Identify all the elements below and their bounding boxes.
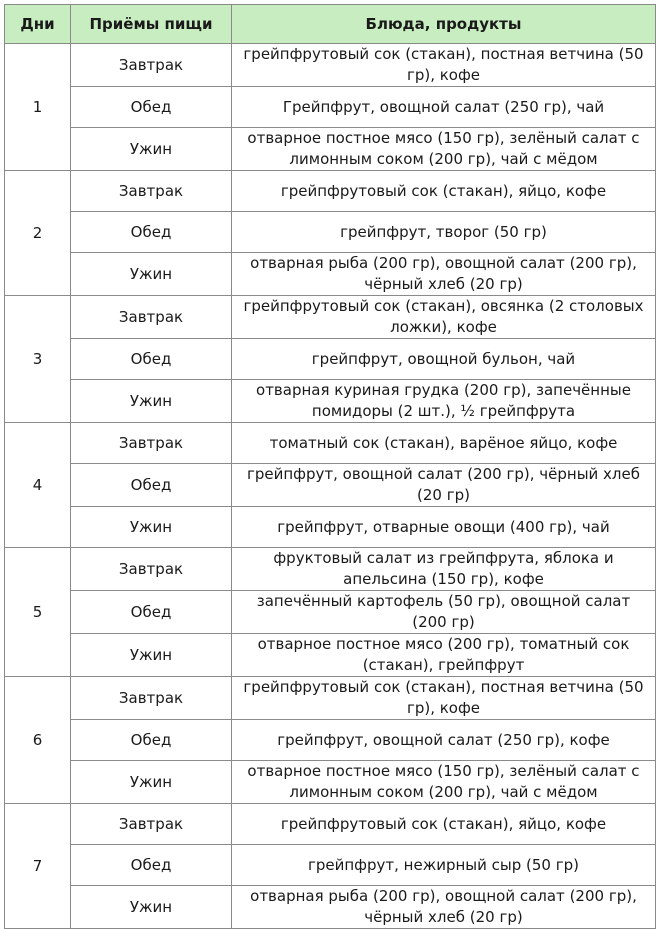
day-number: 3	[5, 296, 71, 423]
meal-name: Обед	[71, 212, 232, 253]
table-row	[5, 677, 656, 720]
meal-name: Завтрак	[71, 44, 232, 87]
column-header-dishes: Блюда, продукты	[232, 5, 656, 44]
table-row	[5, 845, 656, 886]
meal-name: Обед	[71, 339, 232, 380]
meal-food: отварная рыба (200 гр), овощной салат (200 гр), чёрный хлеб (20 гр)	[232, 253, 656, 296]
meal-food: фруктовый салат из грейпфрута, яблока и апельсина (150 гр), кофе	[232, 548, 656, 591]
meal-food: грейпфрут, творог (50 гр)	[232, 212, 656, 253]
day-number: 6	[5, 677, 71, 804]
meal-name: Обед	[71, 464, 232, 507]
meal-name: Завтрак	[71, 548, 232, 591]
table-row	[5, 253, 656, 296]
meal-name: Ужин	[71, 128, 232, 171]
meal-food: отварное постное мясо (150 гр), зелёный салат с лимонным соком (200 гр), чай с мёдом	[232, 761, 656, 804]
column-header-meals: Приёмы пищи	[71, 5, 232, 44]
day-number: 5	[5, 548, 71, 677]
meal-name: Ужин	[71, 761, 232, 804]
meal-name: Обед	[71, 845, 232, 886]
table-row	[5, 591, 656, 634]
meal-food: томатный сок (стакан), варёное яйцо, кофе	[232, 423, 656, 464]
meal-food: грейпфрут, овощной бульон, чай	[232, 339, 656, 380]
day-number: 7	[5, 804, 71, 929]
meal-food: отварное постное мясо (200 гр), томатный сок (стакан), грейпфрут	[232, 634, 656, 677]
table-row	[5, 548, 656, 591]
meal-name: Ужин	[71, 253, 232, 296]
meal-name: Ужин	[71, 886, 232, 929]
table-row	[5, 171, 656, 212]
table-row	[5, 720, 656, 761]
meal-name: Завтрак	[71, 423, 232, 464]
meal-name: Завтрак	[71, 171, 232, 212]
meal-name: Ужин	[71, 380, 232, 423]
meal-food: грейпфрут, отварные овощи (400 гр), чай	[232, 507, 656, 548]
diet-table	[4, 4, 656, 929]
table-row	[5, 87, 656, 128]
table-row	[5, 380, 656, 423]
table-row	[5, 804, 656, 845]
day-number: 1	[5, 44, 71, 171]
meal-food: отварное постное мясо (150 гр), зелёный салат с лимонным соком (200 гр), чай с мёдом	[232, 128, 656, 171]
table-row	[5, 423, 656, 464]
table-header-row	[5, 5, 656, 44]
meal-name: Завтрак	[71, 804, 232, 845]
meal-food: грейпфрутовый сок (стакан), постная ветчина (50 гр), кофе	[232, 677, 656, 720]
meal-food: запечённый картофель (50 гр), овощной салат (200 гр)	[232, 591, 656, 634]
meal-food: грейпфрутовый сок (стакан), постная ветчина (50 гр), кофе	[232, 44, 656, 87]
meal-food: грейпфрутовый сок (стакан), яйцо, кофе	[232, 171, 656, 212]
meal-food: отварная куриная грудка (200 гр), запечённые помидоры (2 шт.), ½ грейпфрута	[232, 380, 656, 423]
meal-food: грейпфрут, овощной салат (200 гр), чёрный хлеб (20 гр)	[232, 464, 656, 507]
table-row	[5, 296, 656, 339]
meal-name: Обед	[71, 720, 232, 761]
meal-food: грейпфрут, нежирный сыр (50 гр)	[232, 845, 656, 886]
meal-food: грейпфрутовый сок (стакан), яйцо, кофе	[232, 804, 656, 845]
table-row	[5, 464, 656, 507]
meal-food: грейпфрутовый сок (стакан), овсянка (2 столовых ложки), кофе	[232, 296, 656, 339]
meal-food: Грейпфрут, овощной салат (250 гр), чай	[232, 87, 656, 128]
column-header-days: Дни	[5, 5, 71, 44]
table-row	[5, 339, 656, 380]
meal-name: Ужин	[71, 634, 232, 677]
table-row	[5, 44, 656, 87]
table-row	[5, 886, 656, 929]
table-row	[5, 128, 656, 171]
table-row	[5, 634, 656, 677]
meal-name: Завтрак	[71, 296, 232, 339]
day-number: 4	[5, 423, 71, 548]
day-number: 2	[5, 171, 71, 296]
table-row	[5, 212, 656, 253]
meal-name: Завтрак	[71, 677, 232, 720]
meal-name: Обед	[71, 87, 232, 128]
meal-name: Ужин	[71, 507, 232, 548]
table-row	[5, 507, 656, 548]
table-row	[5, 761, 656, 804]
meal-food: грейпфрут, овощной салат (250 гр), кофе	[232, 720, 656, 761]
meal-food: отварная рыба (200 гр), овощной салат (200 гр), чёрный хлеб (20 гр)	[232, 886, 656, 929]
meal-name: Обед	[71, 591, 232, 634]
